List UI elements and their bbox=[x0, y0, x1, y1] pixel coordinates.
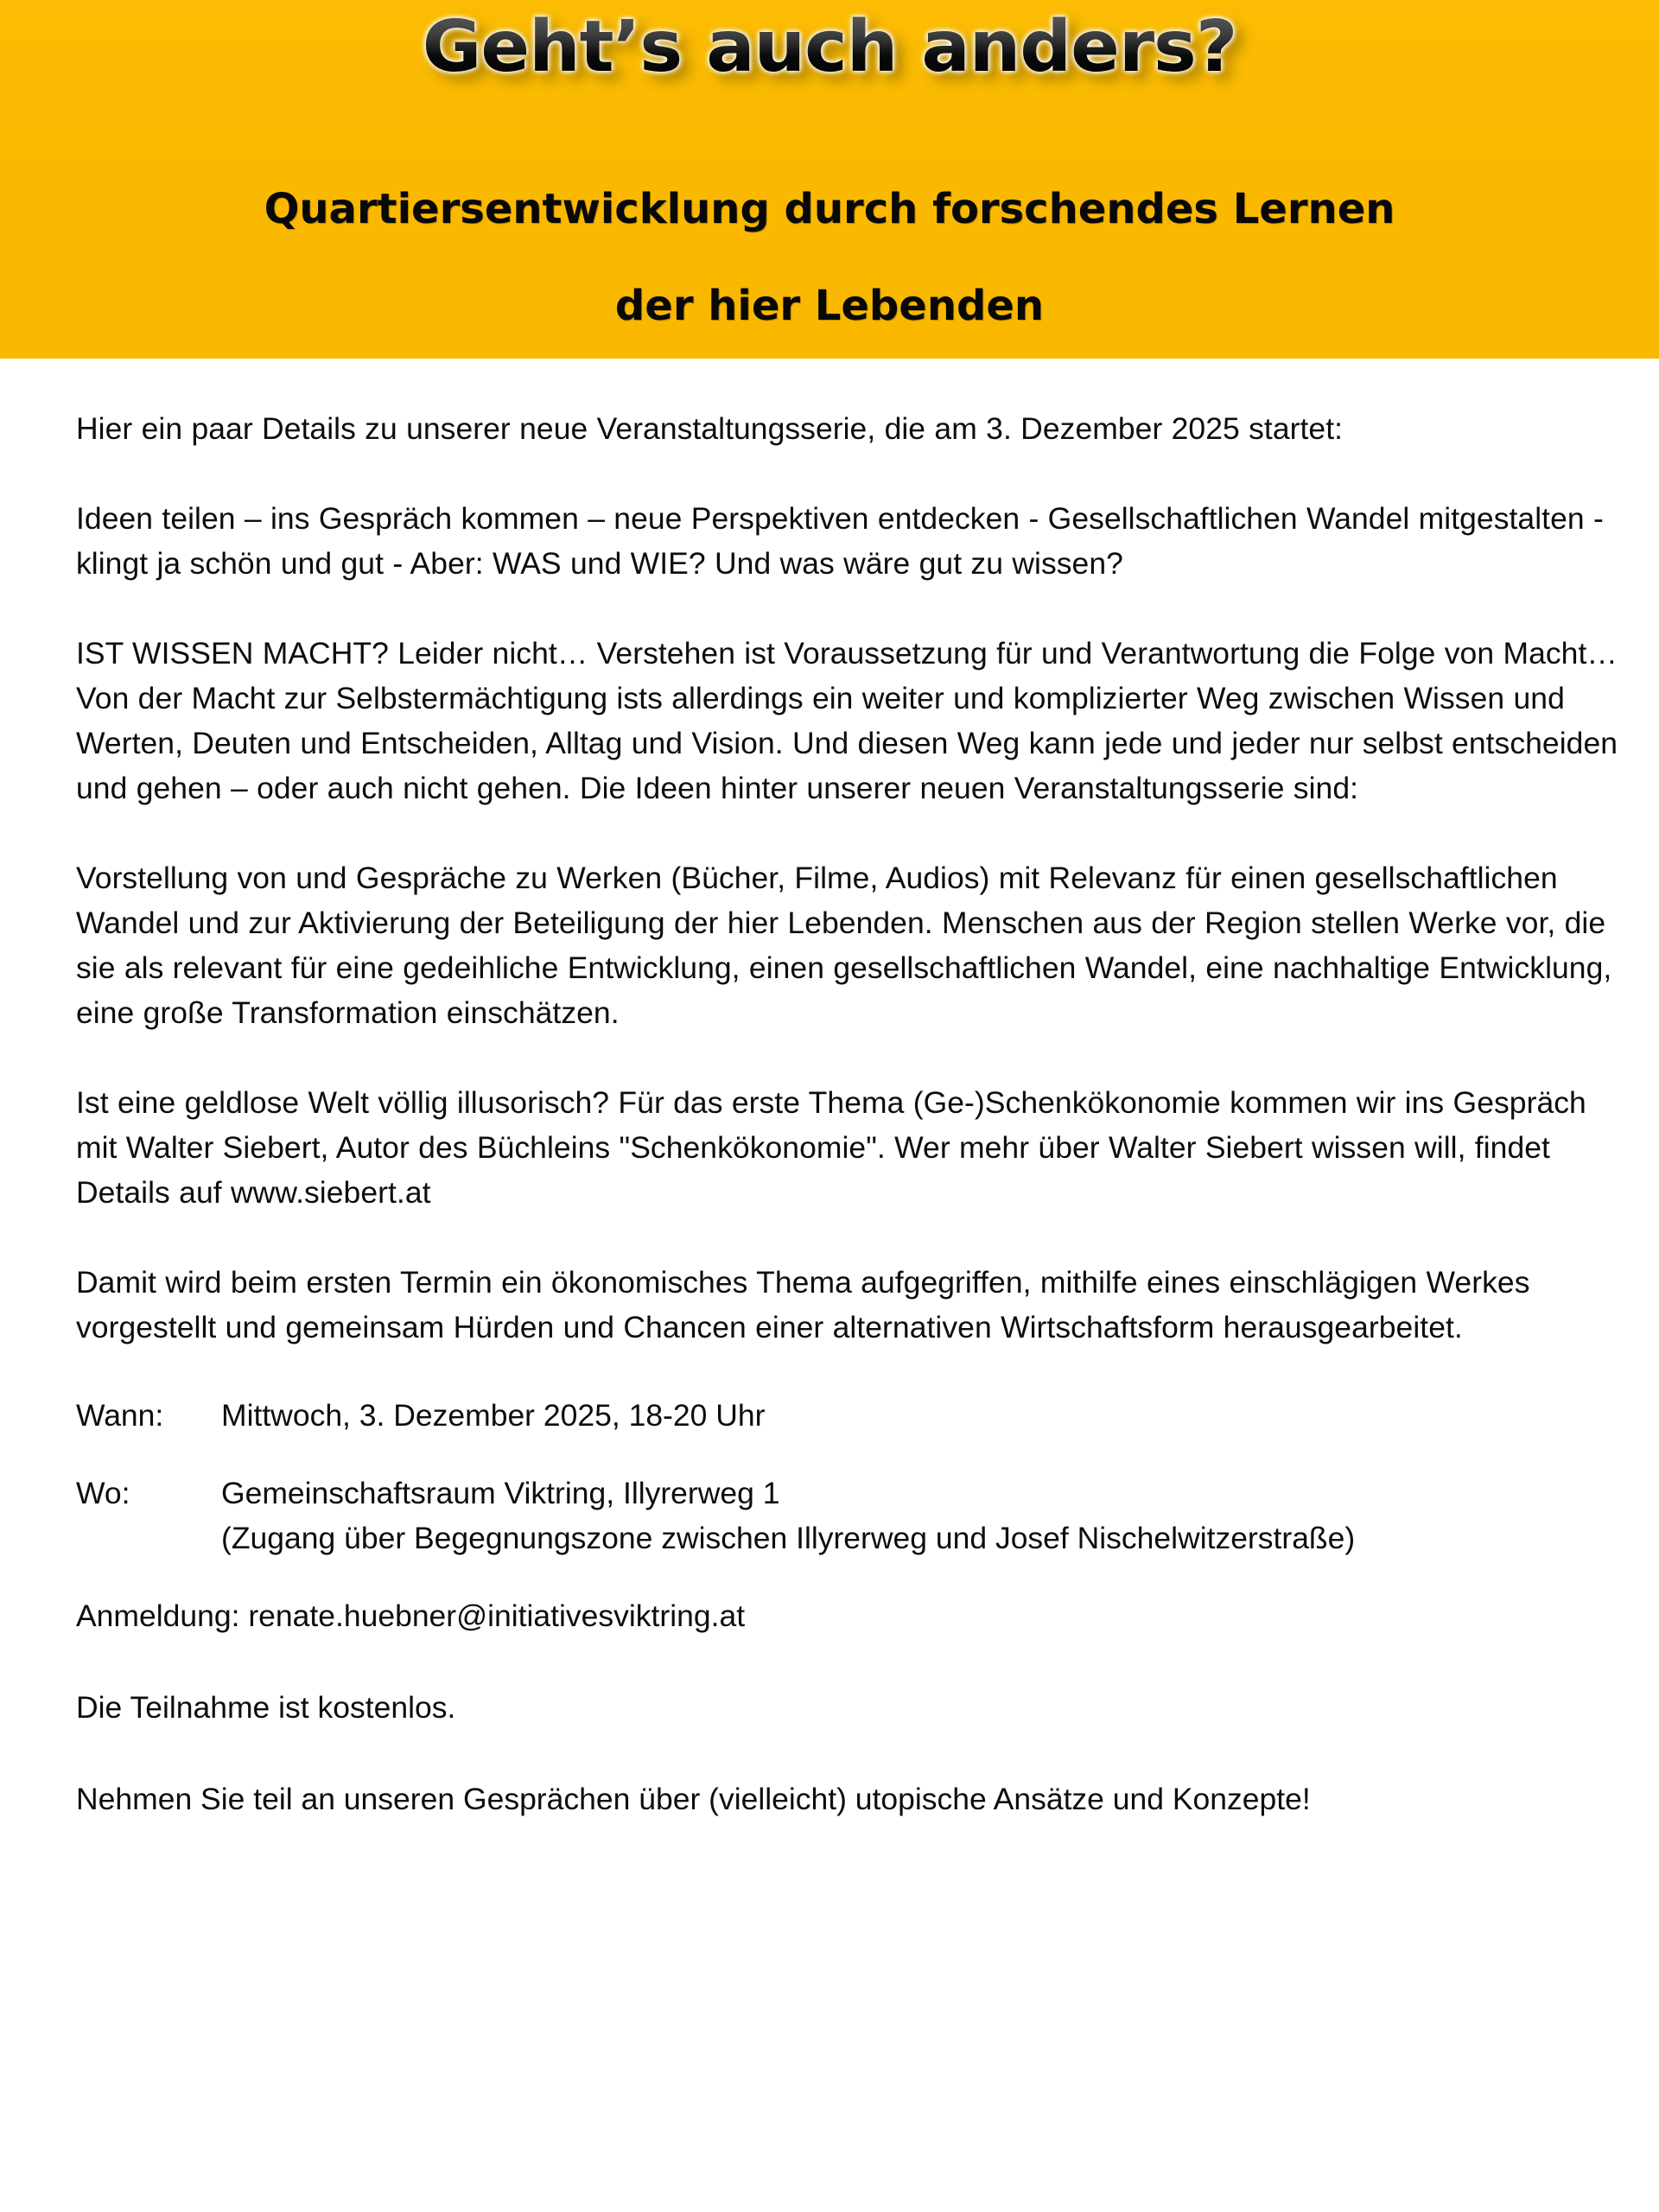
wo-value: Gemeinschaftsraum Viktring, Illyrerweg 1 bbox=[221, 1476, 780, 1510]
poster-title bbox=[0, 6, 1659, 88]
paragraph-ideen-teilen: Ideen teilen – ins Gespräch kommen – neue Perspektiven entdecken - Gesellschaftlichen Wandel mitgestalten - klingt ja schön und gut - Aber: WAS und WIE? Und was wäre gut zu wissen? bbox=[76, 501, 1604, 581]
paragraph-vorstellung-werke: Vorstellung von und Gespräche zu Werken (Bücher, Filme, Audios) mit Relevanz für einen gesellschaftlichen Wandel und zur Aktivierung der Beteiligung der hier Lebenden. Menschen aus der Region stellen Werke vor, die sie als relevant für eine gedeihliche Entwicklung, einen gesellschaftlichen Wandel, eine nachhaltige Entwicklung, eine große Transformation einschätzen. bbox=[76, 861, 1612, 1030]
intro-paragraph: Hier ein paar Details zu unserer neue Veranstaltungsserie, die am 3. Dezember 2025 startet: bbox=[76, 411, 1344, 446]
wo-label: Wo: bbox=[76, 1476, 130, 1510]
event-details bbox=[76, 1393, 1623, 1560]
poster-title-text: Geht’s auch anders? bbox=[422, 6, 1237, 88]
paragraph-damit-erster-termin: Damit wird beim ersten Termin ein ökonomisches Thema aufgegriffen, mithilfe eines einschlägigen Werkes vorgestellt und gemeinsam Hürden und Chancen einer alternativen Wirtschaftsform herausgearbeitet. bbox=[76, 1265, 1530, 1344]
detail-row-wo bbox=[76, 1471, 1623, 1560]
poster-subtitle-line-1: Quartiersentwicklung durch forschendes Lernen bbox=[264, 185, 1395, 233]
wo-value-access-note: (Zugang über Begegnungszone zwischen Illyrerweg und Josef Nischelwitzerstraße) bbox=[221, 1521, 1356, 1555]
wo-value-wrap bbox=[221, 1471, 1623, 1560]
wann-value: Mittwoch, 3. Dezember 2025, 18-20 Uhr bbox=[221, 1398, 766, 1433]
poster-body bbox=[76, 406, 1623, 1821]
paragraph-ist-wissen-macht: IST WISSEN MACHT? Leider nicht… Verstehen ist Voraussetzung für und Verantwortung die Folge von Macht… Von der Macht zur Selbstermächtigung ists allerdings ein weiter und komplizierter Weg zwischen Wissen und Werten, Deuten und Entscheiden, Alltag und Vision. Und diesen Weg kann jede und jeder nur selbst entscheiden und gehen – oder auch nicht gehen. Die Ideen hinter unserer neuen Veranstaltungsserie sind: bbox=[76, 636, 1618, 805]
paragraph-geldlose-welt: Ist eine geldlose Welt völlig illusorisch? Für das erste Thema (Ge-)Schenkökonomie kommen wir ins Gespräch mit Walter Siebert, Autor des Büchleins "Schenkökonomie". Wer mehr über Walter Siebert wissen will, findet Details auf www.siebert.at bbox=[76, 1085, 1586, 1210]
poster-subtitle-line-2: der hier Lebenden bbox=[614, 282, 1045, 330]
detail-row-wann bbox=[76, 1393, 1623, 1438]
closing-line: Nehmen Sie teil an unseren Gesprächen über (vielleicht) utopische Ansätze und Konzepte! bbox=[76, 1782, 1311, 1816]
wann-label: Wann: bbox=[76, 1398, 164, 1433]
kostenlos-line: Die Teilnahme ist kostenlos. bbox=[76, 1690, 456, 1725]
header-banner bbox=[0, 0, 1659, 359]
anmeldung-line: Anmeldung: renate.huebner@initiativesviktring.at bbox=[76, 1599, 746, 1633]
